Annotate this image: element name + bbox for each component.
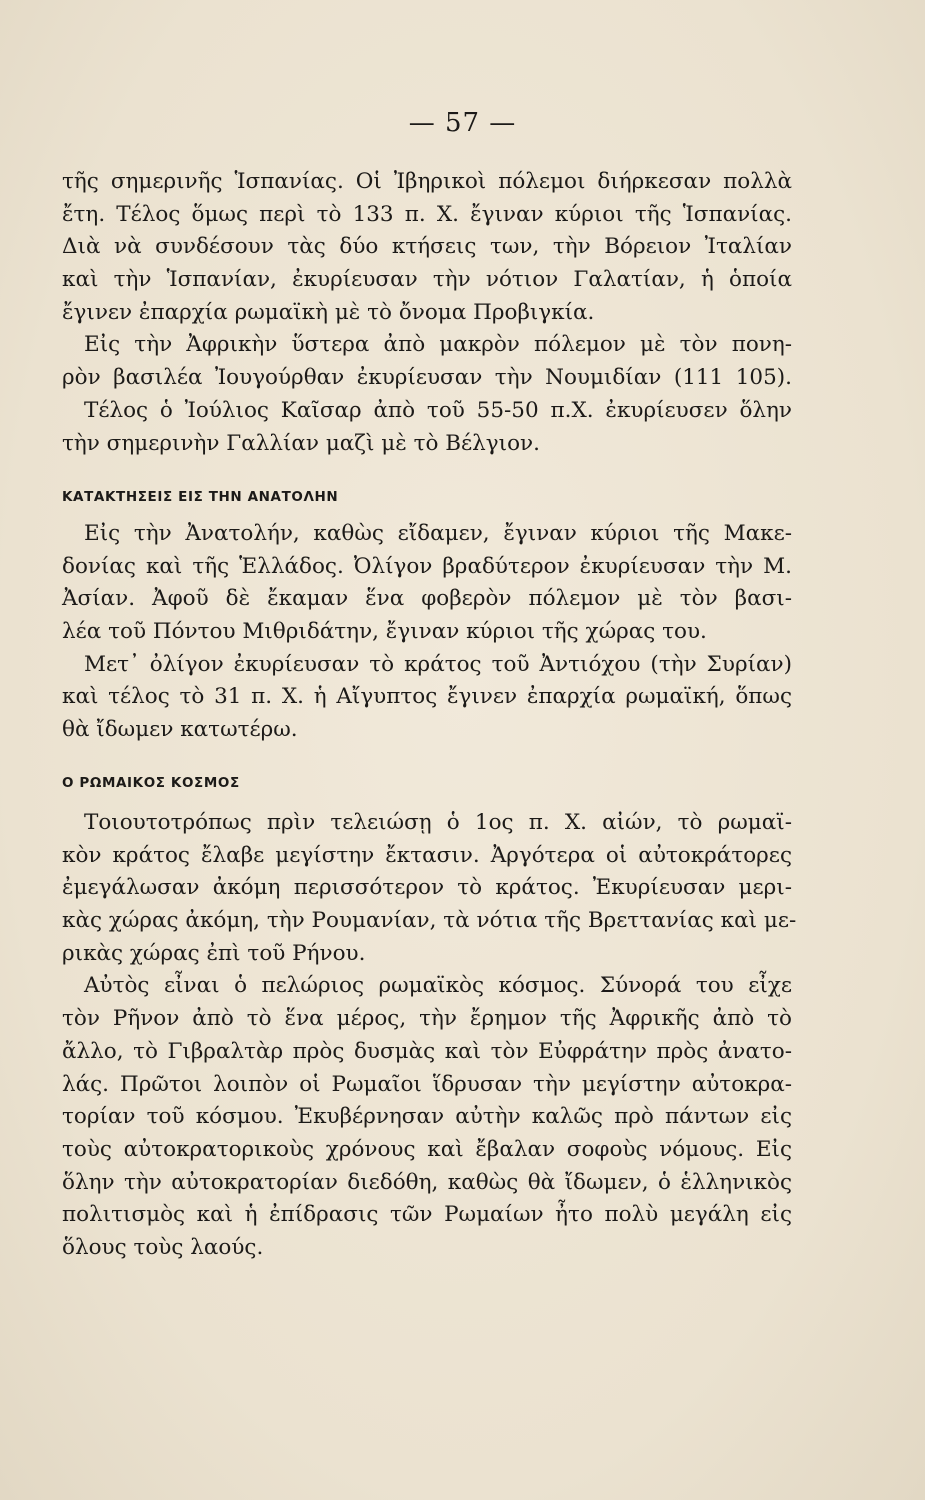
paragraph-block-roman-world [62, 807, 797, 1265]
text-line: Εἰς τὴν Ἀνατολήν, καθὼς εἴδαμεν, ἔγιναν κύριοι τῆς Μακε- [84, 521, 792, 546]
text-line: κὸν κράτος ἔλαβε μεγίστην ἔκτασιν. Ἀργότερα οἱ αὐτοκράτορες [62, 842, 792, 868]
text-line: Διὰ νὰ συνδέσουν τὰς δύο κτήσεις των, τὴν Βόρειον Ἰταλίαν [62, 234, 792, 260]
text-line: θὰ ἴδωμεν κατωτέρω. [62, 717, 298, 743]
text-line: ὅλους τοὺς λαούς. [62, 1234, 264, 1260]
text-line: τορίαν τοῦ κόσμου. Ἐκυβέρνησαν αὐτὴν καλῶς πρὸ πάντων εἰς [62, 1104, 792, 1130]
text-line: τοὺς αὐτοκρατορικοὺς χρόνους καὶ ἔβαλαν σοφοὺς νόμους. Εἰς [62, 1136, 792, 1162]
text-line: ρὸν βασιλέα Ἰουγούρθαν ἐκυρίευσαν τὴν Νουμιδίαν (111 105). [62, 365, 792, 391]
text-line: Μετ᾽ ὀλίγον ἐκυρίευσαν τὸ κράτος τοῦ Ἀντιόχου (τὴν Συρίαν) [84, 651, 792, 677]
paragraph-block-conquests-east [62, 518, 792, 747]
text-line: Τέλος ὁ Ἰούλιος Καῖσαρ ἀπὸ τοῦ 55-50 π.Χ. ἐκυρίευσεν ὅλην [84, 397, 792, 423]
text-line: Ἀσίαν. Ἀφοῦ δὲ ἔκαμαν ἕνα φοβερὸν πόλεμον μὲ τὸν βασι- [62, 586, 792, 612]
page-number: — 57 — [408, 108, 517, 138]
section-heading-roman-world: Ο ΡΩΜΑΙΚΟΣ ΚΟΣΜΟΣ [62, 775, 240, 791]
text-line: τὸν Ρῆνον ἀπὸ τὸ ἕνα μέρος, τὴν ἔρημον τῆς Ἀφρικῆς ἀπὸ τὸ [62, 1006, 792, 1032]
paragraph-block-conquests-west [62, 166, 792, 460]
text-line: Τοιουτοτρόπως πρὶν τελειώσῃ ὁ 1ος π. Χ. αἰών, τὸ ρωμαϊ- [84, 810, 792, 835]
text-line: τὴν σημερινὴν Γαλλίαν μαζὶ μὲ τὸ Βέλγιον. [62, 430, 540, 456]
text-line: λάς. Πρῶτοι λοιπὸν οἱ Ρωμαῖοι ἵδρυσαν τὴν μεγίστην αὐτοκρα- [62, 1071, 792, 1097]
section-heading-conquests-east: ΚΑΤΑΚΤΗΣΕΙΣ ΕΙΣ ΤΗΝ ΑΝΑΤΟΛΗΝ [62, 489, 339, 505]
text-line: Αὐτὸς εἶναι ὁ πελώριος ρωμαϊκὸς κόσμος. Σύνορά του εἶχε [84, 973, 792, 999]
text-line: τῆς σημερινῆς Ἱσπανίας. Οἱ Ἰβηρικοὶ πόλεμοι διήρκεσαν πολλὰ [62, 169, 792, 194]
text-line: ρικὰς χώρας ἐπὶ τοῦ Ρήνου. [62, 940, 366, 966]
text-line: ἔγινεν ἐπαρχία ρωμαϊκὴ μὲ τὸ ὄνομα Προβιγκία. [62, 299, 595, 325]
text-line: λέα τοῦ Πόντου Μιθριδάτην, ἔγιναν κύριοι τῆς χώρας του. [62, 619, 707, 645]
text-line: δονίας καὶ τῆς Ἑλλάδος. Ὀλίγον βραδύτερον ἐκυρίευσαν τὴν Μ. [62, 553, 792, 579]
text-line: ὅλην τὴν αὐτοκρατορίαν διεδόθη, καθὼς θὰ ἴδωμεν, ὁ ἑλληνικὸς [62, 1169, 792, 1195]
text-line: Εἰς τὴν Ἀφρικὴν ὕστερα ἀπὸ μακρὸν πόλεμον μὲ τὸν πονη- [84, 332, 792, 358]
text-line: κὰς χώρας ἀκόμη, τὴν Ρουμανίαν, τὰ νότια τῆς Βρεττανίας καὶ με- [62, 908, 797, 934]
text-line: ἐμεγάλωσαν ἀκόμη περισσότερον τὸ κράτος. Ἐκυρίευσαν μερι- [62, 875, 792, 901]
text-line: καὶ τὴν Ἱσπανίαν, ἐκυρίευσαν τὴν νότιον Γαλατίαν, ἡ ὁποία [62, 267, 792, 293]
text-line: καὶ τέλος τὸ 31 π. Χ. ἡ Αἴγυπτος ἔγινεν ἐπαρχία ρωμαϊκή, ὅπως [62, 684, 792, 710]
text-line: ἄλλο, τὸ Γιβραλτὰρ πρὸς δυσμὰς καὶ τὸν Εὐφράτην πρὸς ἀνατο- [62, 1038, 792, 1064]
text-line: ἔτη. Τέλος ὅμως περὶ τὸ 133 π. Χ. ἔγιναν κύριοι τῆς Ἱσπανίας. [62, 201, 792, 227]
text-line: πολιτισμὸς καὶ ἡ ἐπίδρασις τῶν Ρωμαίων ἦτο πολὺ μεγάλη εἰς [62, 1202, 792, 1228]
